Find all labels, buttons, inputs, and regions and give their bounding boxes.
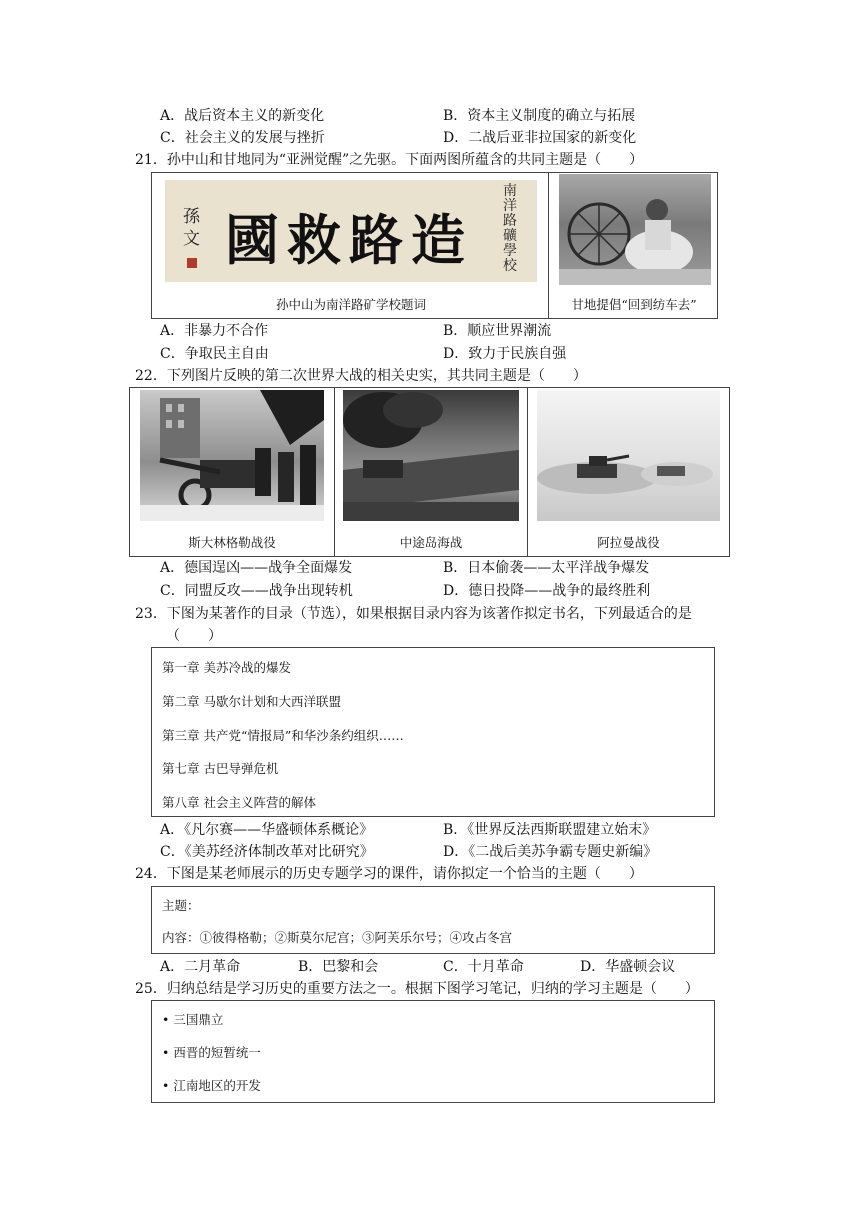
stalingrad-caption: 斯大林格勒战役 bbox=[188, 535, 276, 550]
calligraphy-main-text: 國救路造 bbox=[225, 208, 473, 272]
q21-option-b[interactable]: B．顺应世界潮流 bbox=[443, 323, 552, 339]
q24-slide-box bbox=[151, 886, 715, 954]
q24-stem: 24．下图是某老师展示的历史专题学习的课件，请你拟定一个恰当的主题（ ） bbox=[135, 866, 643, 882]
q21-option-a[interactable]: A．非暴力不合作 bbox=[160, 323, 269, 339]
q24-option-c[interactable]: C．十月革命 bbox=[443, 959, 524, 975]
q22-divider-2 bbox=[527, 388, 528, 556]
note-item: • 西晋的短暂统一 bbox=[162, 1045, 261, 1060]
q20-option-b[interactable]: B．资本主义制度的确立与拓展 bbox=[443, 108, 636, 124]
seal-stamp-icon bbox=[187, 258, 197, 268]
q22-option-d[interactable]: D．德日投降——战争的最终胜利 bbox=[443, 583, 651, 599]
calligraphy-image bbox=[165, 180, 537, 282]
q22-option-b[interactable]: B．日本偷袭——太平洋战争爆发 bbox=[443, 560, 650, 576]
q24-option-d[interactable]: D．华盛顿会议 bbox=[580, 959, 676, 975]
gandhi-caption: 甘地提倡“回到纺车去” bbox=[571, 297, 697, 312]
q23-option-c[interactable]: C．《美苏经济体制改革对比研究》 bbox=[160, 844, 374, 860]
q24-number: 24． bbox=[135, 866, 167, 882]
stalingrad-photo bbox=[140, 390, 324, 521]
q21-stem: 21．孙中山和甘地同为“亚洲觉醒”之先驱。下面两图所蕴含的共同主题是（ ） bbox=[135, 152, 644, 168]
midway-caption: 中途岛海战 bbox=[399, 535, 463, 550]
q23-stem: 23．下图为某著作的目录（节选），如果根据目录内容为该著作拟定书名，下列最适合的是 bbox=[135, 606, 692, 622]
q21-figure bbox=[151, 172, 718, 319]
q25-stem: 25．归纳总结是学习历史的重要方法之一。根据下图学习笔记，归纳的学习主题是（ ） bbox=[135, 981, 699, 997]
q23-option-d[interactable]: D．《二战后美苏争霸专题史新编》 bbox=[443, 844, 658, 860]
toc-line: 第三章 共产党“情报局”和华沙条约组织…… bbox=[162, 728, 404, 743]
slide-topic-label: 主题： bbox=[162, 898, 200, 913]
q20-option-d[interactable]: D．二战后亚非拉国家的新变化 bbox=[443, 130, 637, 146]
q22-figure bbox=[129, 387, 730, 557]
toc-line: 第二章 马歇尔计划和大西洋联盟 bbox=[162, 694, 341, 709]
q23-number: 23． bbox=[135, 606, 167, 622]
q21-number: 21． bbox=[135, 152, 167, 168]
toc-line: 第一章 美苏冷战的爆发 bbox=[162, 660, 291, 675]
q20-option-c[interactable]: C．社会主义的发展与挫折 bbox=[160, 130, 325, 146]
toc-line: 第七章 古巴导弹危机 bbox=[162, 761, 279, 776]
gandhi-spinning-wheel-photo bbox=[559, 174, 711, 285]
slide-content: 内容：①彼得格勒；②斯莫尔尼宫；③阿芙乐尔号；④攻占冬宫 bbox=[162, 930, 513, 945]
q23-option-a[interactable]: A．《凡尔赛——华盛顿体系概论》 bbox=[160, 822, 374, 838]
toc-line: 第八章 社会主义阵营的解体 bbox=[162, 795, 316, 810]
calligraphy-caption: 孙中山为南洋路矿学校题词 bbox=[275, 297, 426, 312]
q22-number: 22． bbox=[135, 368, 167, 384]
q25-number: 25． bbox=[135, 981, 167, 997]
el-alamein-caption: 阿拉曼战役 bbox=[597, 535, 660, 550]
q21-option-d[interactable]: D．致力于民族自强 bbox=[443, 346, 567, 362]
q22-option-a[interactable]: A．德国逞凶——战争全面爆发 bbox=[160, 560, 353, 576]
note-item: • 三国鼎立 bbox=[162, 1012, 224, 1027]
q21-option-c[interactable]: C．争取民主自由 bbox=[160, 346, 269, 362]
note-item: • 江南地区的开发 bbox=[162, 1078, 261, 1093]
q22-option-c[interactable]: C．同盟反攻——战争出现转机 bbox=[160, 583, 353, 599]
midway-photo bbox=[343, 390, 519, 521]
q23-answer-bracket: （ ） bbox=[166, 628, 222, 644]
calligraphy-side-text: 南洋路礦學校 bbox=[503, 183, 517, 274]
q24-option-a[interactable]: A．二月革命 bbox=[160, 959, 241, 975]
q22-stem: 22．下列图片反映的第二次世界大战的相关史实，其共同主题是（ ） bbox=[135, 368, 587, 384]
q20-option-a[interactable]: A．战后资本主义的新变化 bbox=[160, 108, 325, 124]
calligraphy-signature: 孫文 bbox=[183, 207, 200, 249]
q23-toc-box bbox=[151, 647, 715, 817]
q25-notes-box bbox=[151, 1000, 715, 1103]
q23-option-b[interactable]: B．《世界反法西斯联盟建立始末》 bbox=[443, 822, 657, 838]
q24-option-b[interactable]: B．巴黎和会 bbox=[298, 959, 379, 975]
q22-divider-1 bbox=[334, 388, 335, 556]
figure-divider bbox=[548, 173, 549, 318]
el-alamein-photo bbox=[537, 390, 720, 521]
